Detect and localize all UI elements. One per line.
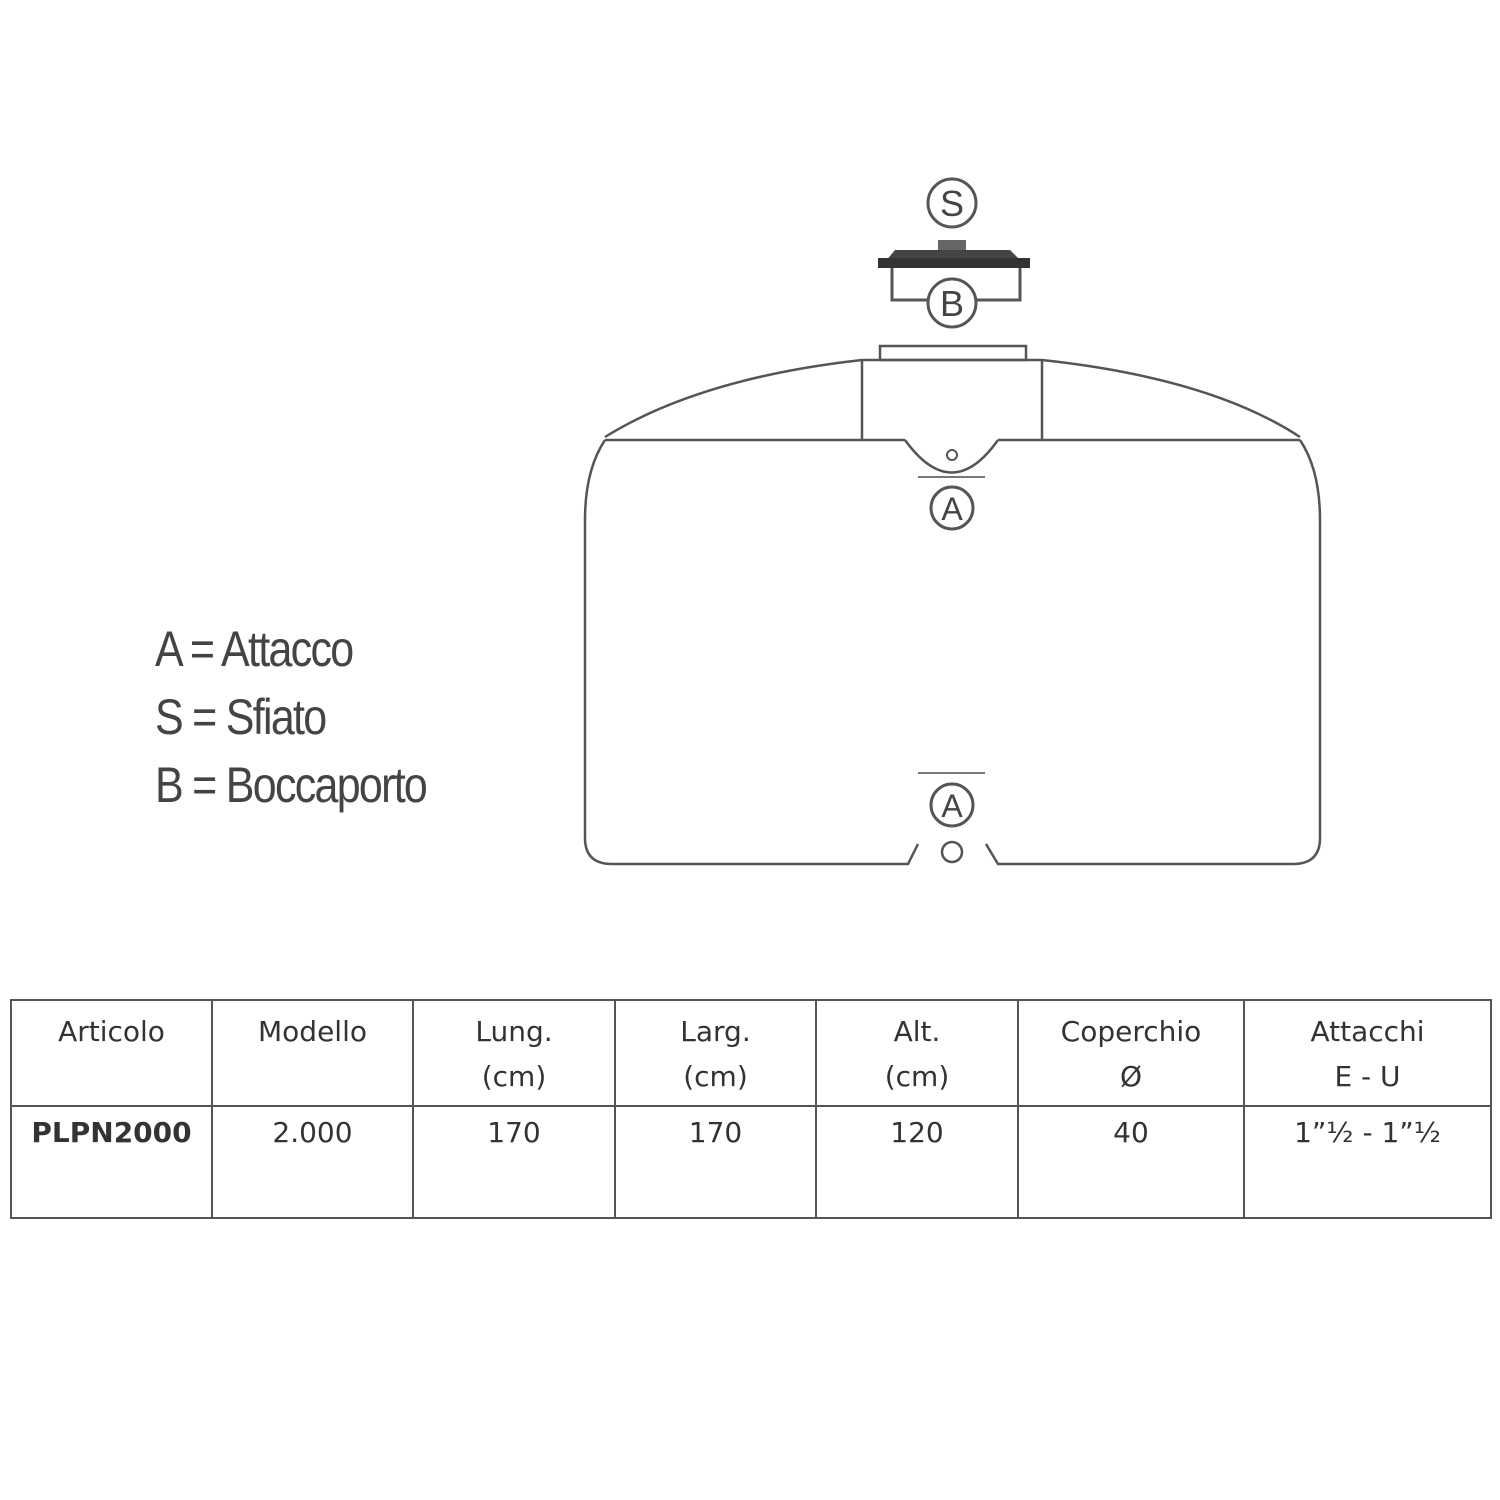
header-larghezza: Larg. (cm) <box>615 1000 816 1106</box>
cell-modello: 2.000 <box>212 1106 413 1218</box>
connection-top <box>918 450 985 529</box>
header-modello: Modello <box>212 1000 413 1106</box>
cell-larghezza: 170 <box>615 1106 816 1218</box>
table-row <box>11 1106 1491 1218</box>
vent-marker <box>928 179 976 227</box>
cell-lunghezza: 170 <box>413 1106 615 1218</box>
header-attacchi: Attacchi E - U <box>1244 1000 1491 1106</box>
header-articolo: Articolo <box>11 1000 212 1106</box>
legend-sfiato: S = Sfiato <box>155 689 326 745</box>
cell-attacchi: 1”½ - 1”½ <box>1244 1106 1491 1218</box>
connection-bottom <box>918 773 985 862</box>
legend <box>155 615 470 819</box>
vent-marker-label: S <box>939 183 965 224</box>
hatch-marker-label: B <box>939 283 965 324</box>
cell-articolo: PLPN2000 <box>11 1106 212 1218</box>
legend-boccaporto: B = Boccaporto <box>155 757 427 813</box>
connection-bottom-label: A <box>941 788 963 824</box>
cell-coperchio: 40 <box>1018 1106 1244 1218</box>
hatch-marker <box>928 279 976 327</box>
cell-altezza: 120 <box>816 1106 1018 1218</box>
connection-top-label: A <box>941 491 963 527</box>
spec-table <box>10 999 1492 1219</box>
tank-outline <box>585 346 1320 864</box>
header-altezza: Alt. (cm) <box>816 1000 1018 1106</box>
header-lunghezza: Lung. (cm) <box>413 1000 615 1106</box>
header-coperchio: Coperchio Ø <box>1018 1000 1244 1106</box>
table-header-row <box>11 1000 1491 1106</box>
legend-attacco: A = Attacco <box>155 621 353 677</box>
